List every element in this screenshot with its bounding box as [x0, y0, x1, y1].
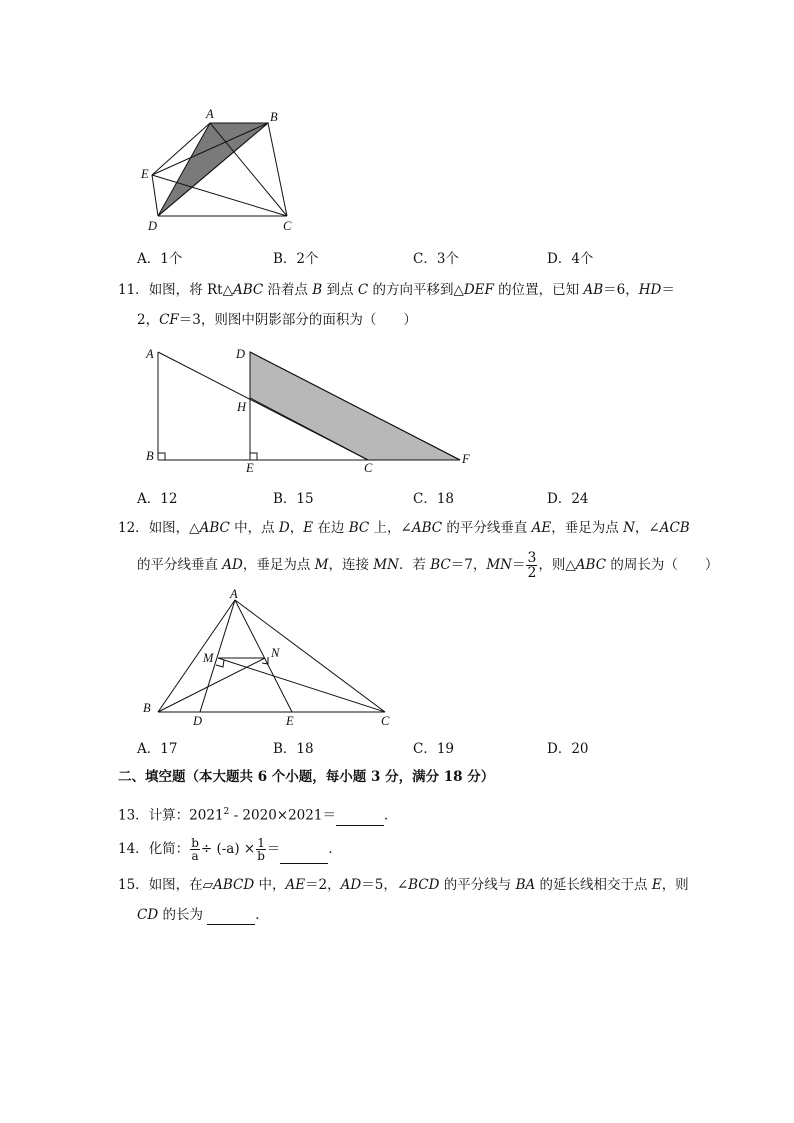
q10-label-B: B	[270, 110, 278, 124]
q12-label-N: N	[271, 646, 280, 660]
q12-stem-line2: 的平分线垂直 AD，垂足为点 M，连接 MN．若 BC＝7，MN＝ $\frac{3}{2}$ ，则△ABC 的周长为（ ）	[137, 550, 719, 581]
q11-stem-line2: 2，CF＝3，则图中阴影部分的面积为（ ）	[137, 312, 417, 328]
q10-option-a: A．1个	[137, 251, 183, 267]
q11-label-A: A	[146, 347, 154, 361]
q11-option-a: A．12	[137, 491, 178, 507]
q11-option-d: D．24	[547, 491, 589, 507]
q10-option-c: C．3个	[413, 251, 459, 267]
section-2-title: 二、填空题（本大题共 6 个小题，每小题 3 分，满分 18 分）	[118, 769, 495, 785]
q10-figure	[135, 100, 305, 240]
q11-label-B: B	[146, 449, 154, 463]
q15-stem-line2: CD 的长为 ．	[137, 907, 269, 923]
q10-label-A: A	[206, 107, 214, 121]
q11-option-b: B．15	[273, 491, 314, 507]
q12-fraction: $\frac{3}{2}$	[527, 550, 537, 581]
q14-fraction-2: $\frac{1}{b}$	[257, 836, 265, 863]
q12-label-D: D	[193, 714, 203, 728]
q11-option-c: C．18	[413, 491, 455, 507]
q10-label-C: C	[283, 219, 292, 233]
q11-label-C: C	[364, 461, 373, 475]
q11-label-D: D	[236, 347, 246, 361]
q14-stem: 14．化简： $\frac{b}{a}$ ÷ (-a) × $\frac{1}{b}$ ＝ ．	[118, 836, 342, 863]
q15-stem-line1: 15．如图，在▱ABCD 中，AE＝2，AD＝5，∠BCD 的平分线与 BA 的延长线相交于点 E，则	[118, 877, 689, 893]
q12-figure	[135, 585, 400, 730]
q11-label-H: H	[237, 400, 247, 414]
q10-option-d: D．4个	[547, 251, 594, 267]
q14-answer-blank[interactable]	[280, 849, 328, 864]
q10-option-b: B．2个	[273, 251, 319, 267]
q12-stem-line1: 12．如图，△ABC 中，点 D，E 在边 BC 上，∠ABC 的平分线垂直 AE，垂足为点 N，∠ACB	[118, 520, 690, 536]
q11-figure	[140, 340, 480, 475]
q12-option-d: D．20	[547, 741, 589, 757]
q12-label-M: M	[203, 651, 214, 665]
q11-stem-line1: 11．如图，将 Rt△ABC 沿着点 B 到点 C 的方向平移到△DEF 的位置，已知 AB＝6，HD＝	[118, 282, 675, 298]
q12-label-B: B	[143, 701, 151, 715]
q10-label-E: E	[141, 167, 149, 181]
q11-label-F: F	[462, 452, 470, 466]
q12-option-b: B．18	[273, 741, 314, 757]
q15-answer-blank[interactable]	[207, 910, 255, 925]
q14-fraction-1: $\frac{b}{a}$	[191, 836, 199, 863]
q12-option-c: C．19	[413, 741, 455, 757]
q10-label-D: D	[148, 219, 158, 233]
q13-stem: 13．计算：2021$^2$ - 2020×2021＝ ．	[118, 807, 398, 824]
q12-label-E: E	[286, 714, 294, 728]
q11-label-E: E	[246, 461, 254, 475]
q12-label-A: A	[230, 587, 238, 601]
q12-option-a: A．17	[137, 741, 178, 757]
q13-answer-blank[interactable]	[336, 811, 384, 826]
q12-label-C: C	[381, 714, 390, 728]
